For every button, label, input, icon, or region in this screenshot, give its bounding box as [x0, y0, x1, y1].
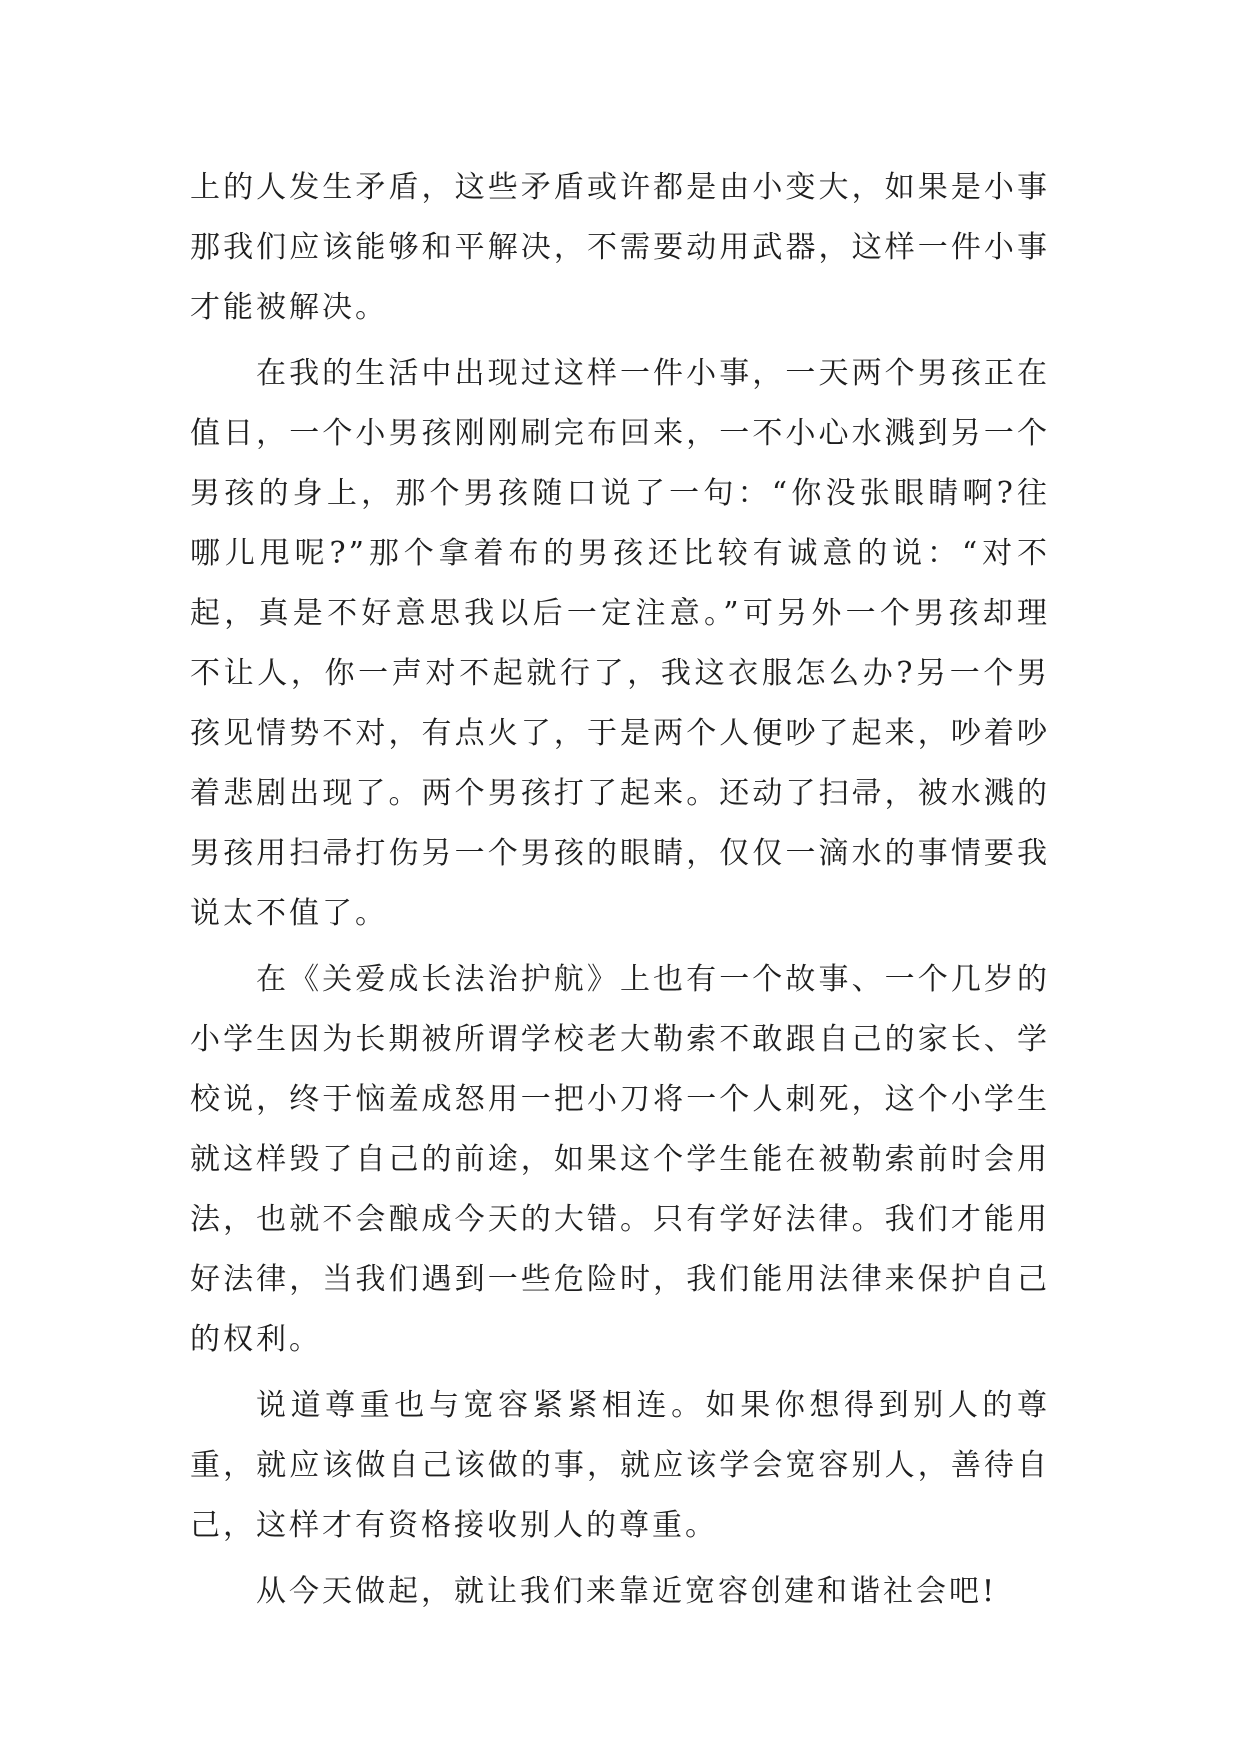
paragraph-law-story: 在《关爱成长法治护航》上也有一个故事、一个几岁的小学生因为长期被所谓学校老大勒索不敢跟自己的家长、学校说，终于恼羞成怒用一把小刀将一个人刺死，这个小学生就这样毁了自己的前途，如果这个学生能在被勒索前时会用法，也就不会酿成今天的大错。只有学好法律。我们才能用好法律，当我们遇到一些危险时，我们能用法律来保护自己的权利。: [190, 962, 1050, 1357]
paragraph-story-boys: 在我的生活中出现过这样一件小事，一天两个男孩正在值日，一个小男孩刚刚刷完布回来，一不小心水溅到另一个男孩的身上，那个男孩随口说了一句：“你没张眼睛啊?往哪儿甩呢?”那个拿着布的男孩还比较有诚意的说：“对不起，真是不好意思我以后一定注意。”可另外一个男孩却理不让人，你一声对不起就行了，我这衣服怎么办?另一个男孩见情势不对，有点火了，于是两个人便吵了起来，吵着吵着悲剧出现了。两个男孩打了起来。还动了扫帚，被水溅的男孩用扫帚打伤另一个男孩的眼睛，仅仅一滴水的事情要我说太不值了。: [190, 356, 1050, 931]
document-body: [190, 158, 1050, 1628]
paragraph-conclusion: 从今天做起，就让我们来靠近宽容创建和谐社会吧!: [256, 1574, 998, 1609]
paragraph-continuation: 上的人发生矛盾，这些矛盾或许都是由小变大，如果是小事那我们应该能够和平解决，不需要动用武器，这样一件小事才能被解决。: [190, 170, 1050, 325]
paragraph-respect: 说道尊重也与宽容紧紧相连。如果你想得到别人的尊重，就应该做自己该做的事，就应该学会宽容别人，善待自己，这样才有资格接收别人的尊重。: [190, 1388, 1050, 1543]
